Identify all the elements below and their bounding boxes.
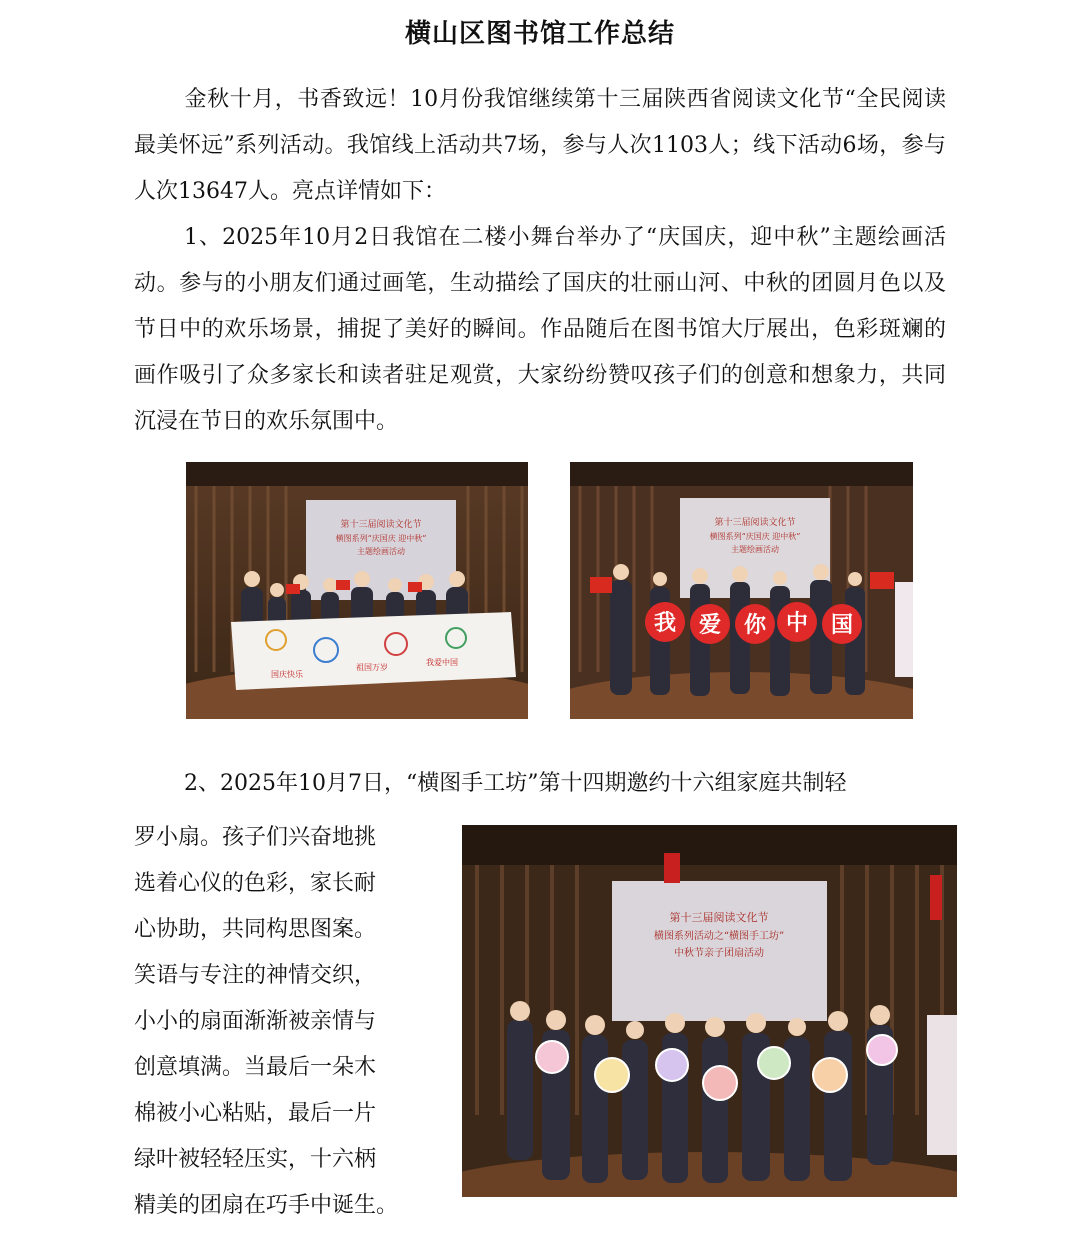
paragraph-line: 创意填满。当最后一朵木 xyxy=(134,1055,377,1080)
photo3-screen-line-2: 横图系列活动之“横图手工坊” xyxy=(653,931,785,942)
paragraph-line: 选着心仪的色彩，家长耐 xyxy=(134,871,377,896)
paragraph-line: 笑语与专注的神情交织， xyxy=(134,963,377,988)
photo2-sign-char-3: 你 xyxy=(743,613,767,638)
photo1-screen-line-1: 第十三届阅读文化节 xyxy=(340,520,422,530)
photo2-sign-char-2: 爱 xyxy=(698,613,722,638)
photo1-banner-word-2: 祖国万岁 xyxy=(356,663,388,672)
paragraph-activity-2-head-text: 2、2025年10月7日，“横图手工坊”第十四期邀约十六组家庭共制轻 xyxy=(184,771,847,796)
photo-painting-banner xyxy=(186,462,528,719)
photo1-screen-line-3: 主题绘画活动 xyxy=(357,547,405,556)
paragraph-intro-text: 金秋十月，书香致远！10月份我馆继续第十三届陕西省阅读文化节“全民阅读 最美怀远”系列活动。我馆线上活动共7场，参与人次1103人；线下活动6场，参与人次13647人。亮点详情如下： xyxy=(134,87,946,204)
paragraph-intro xyxy=(134,77,946,215)
paragraph-activity-1 xyxy=(134,215,946,445)
photo-love-china-signs xyxy=(570,462,913,719)
document-title: 横山区图书馆工作总结 xyxy=(404,19,675,49)
paragraph-line: 精美的团扇在巧手中诞生。 xyxy=(134,1193,399,1218)
photo2-sign-char-4: 中 xyxy=(785,611,809,636)
paragraph-line: 绿叶被轻轻压实，十六柄 xyxy=(134,1147,377,1172)
photo2-screen-line-3: 主题绘画活动 xyxy=(731,545,779,554)
photo-fan-workshop xyxy=(462,825,957,1197)
paragraph-line: 棉被小心粘贴，最后一片 xyxy=(134,1101,377,1126)
photo2-sign-char-5: 国 xyxy=(830,613,854,638)
photo1-screen-line-2: 横图系列“庆国庆 迎中秋” xyxy=(335,534,427,543)
paragraph-activity-1-text: 1、2025年10月2日我馆在二楼小舞台举办了“庆国庆，迎中秋”主题绘画活动。参与的小朋友们通过画笔，生动描绘了国庆的壮丽山河、中秋的团圆月色以及节日中的欢乐场景，捕捉了美好的瞬间。作品随后在图书馆大厅展出，色彩斑斓的画作吸引了众多家长和读者驻足观赏，大家纷纷赞叹孩子们的创意和想象力，共同沉浸在节日的欢乐氛围中。 xyxy=(134,225,946,434)
photo1-banner-word-1: 国庆快乐 xyxy=(271,670,303,679)
photo2-screen-line-1: 第十三届阅读文化节 xyxy=(714,518,796,528)
photo3-screen-line-3: 中秋节亲子团扇活动 xyxy=(674,948,764,959)
photo2-sign-char-1: 我 xyxy=(653,611,677,636)
paragraph-line: 心协助，共同构思图案。 xyxy=(134,917,377,942)
paragraph-activity-2-head xyxy=(134,761,946,807)
paragraph-activity-2-body xyxy=(134,815,444,1229)
photo3-screen-line-1: 第十三届阅读文化节 xyxy=(669,911,769,924)
paragraph-line: 小小的扇面渐渐被亲情与 xyxy=(134,1009,377,1034)
photo1-banner-word-3: 我爱中国 xyxy=(426,658,458,667)
photo2-screen-line-2: 横图系列“庆国庆 迎中秋” xyxy=(709,532,801,541)
paragraph-line: 罗小扇。孩子们兴奋地挑 xyxy=(134,825,377,850)
